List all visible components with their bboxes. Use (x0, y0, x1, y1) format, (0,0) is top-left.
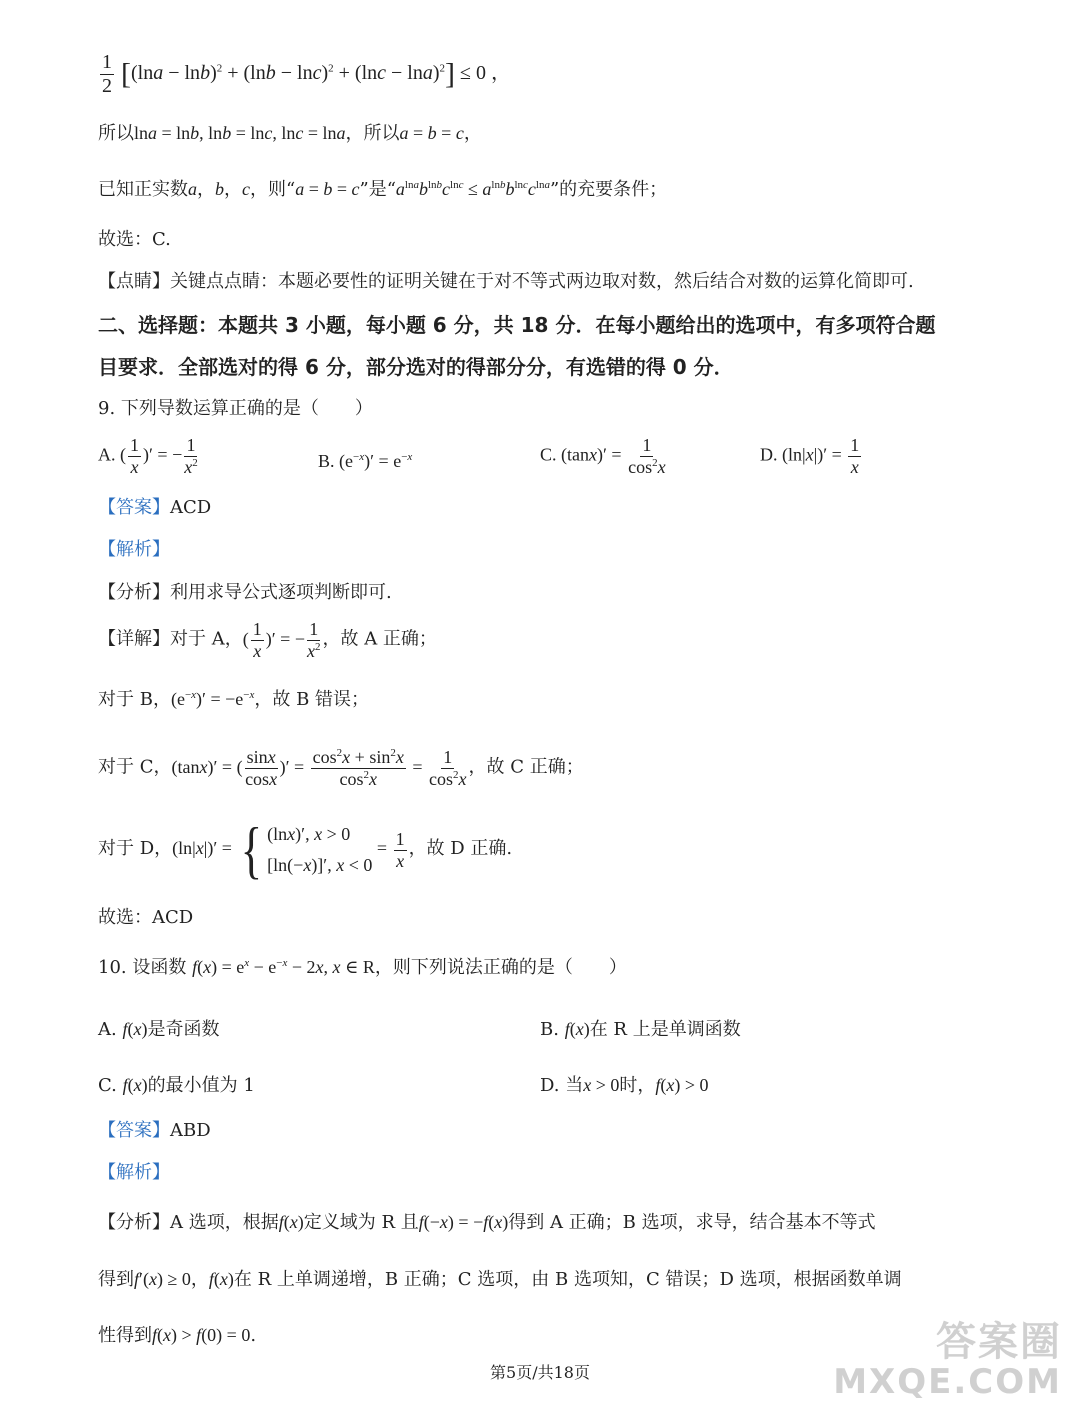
inequality-line: $\frac{1}{2}$ $[(\ln a - \ln b)^2 + (\ln b - \ln c)^2 + (\ln c - \ln a)^2] \le 0$ ， (102, 51, 512, 97)
q9-stem: 9. 下列导数运算正确的是（ ） (98, 398, 373, 419)
text: 已知正实数 (98, 179, 188, 200)
text: ，故 A 正确； (322, 628, 437, 650)
conclusion-line: 所以lna = lnb, lnb = lnc, lnc = lna，所以a = b = c， (98, 123, 482, 144)
q9-choice-a: A. ( $\frac{1}{x}$ )′ = − $\frac{1}{x^2}$ (98, 435, 198, 477)
text: 是奇函数 (147, 1019, 220, 1040)
text: 10. 设函数 (98, 957, 187, 978)
q9-detail-a: 【详解】对于 A，( $\frac{1}{x}$ )′ = − $\frac{1}{x^2}$ ，故 A 正确； (98, 619, 437, 661)
text: 性得到 (98, 1325, 152, 1346)
page-footer: 第5页/共18页 (490, 1363, 590, 1382)
text: ， (190, 1269, 209, 1290)
text: 在 R 上是单调函数 (589, 1019, 741, 1040)
text: ， (463, 123, 482, 144)
tag: 【详解】 (98, 628, 170, 650)
text: 利用求导公式逐项判断即可. (170, 582, 392, 603)
text: ABD (170, 1120, 211, 1141)
label: C. (98, 1075, 117, 1096)
tag: 【答案】 (98, 497, 170, 518)
label: C. (540, 444, 557, 465)
watermark-bottom: MXQE.COM (833, 1362, 1062, 1402)
text: ”的充要条件； (549, 179, 668, 200)
q9-detail-b: 对于 B，$(e^{-x})' = -e^{-x}$，故 B 错误； (98, 689, 370, 710)
text: 对于 B， (98, 689, 171, 710)
q9-end: 故选：ACD (98, 907, 194, 928)
text: ，则“ (250, 179, 296, 200)
text: A 选项，根据 (170, 1212, 279, 1233)
text: 在 R 上单调递增，B 正确；C 选项，由 B 选项知，C 错误；D 选项，根据函数单调 (233, 1269, 902, 1290)
q9-detail-d: 对于 D，(ln|x|)′ = { (lnx)′, x > 0 [ln(−x)]′, x < 0 = $\frac{1}{x}$ ，故 D 正确. (98, 814, 513, 885)
q10-stem: 10. 设函数 $f(x) = e^x - e^{-x} - 2x$, x ∈ R，则下列说法正确的是（ ） (98, 957, 627, 978)
text: 得到 (98, 1269, 134, 1290)
text: ，故 C 正确； (468, 756, 584, 778)
text: ，所以 (345, 123, 400, 144)
text: 时， (619, 1075, 656, 1096)
tag: 【分析】 (98, 1212, 170, 1233)
label: B. (540, 1019, 559, 1040)
text: 的最小值为 1 (147, 1075, 255, 1096)
q9-choice-d: D. (ln|x|)′ = $\frac{1}{x}$ (760, 435, 860, 477)
section-heading-2: 目要求．全部选对的得 6 分，部分选对的得部分分，有选错的得 0 分． (98, 355, 734, 379)
label: A. (98, 1019, 117, 1040)
text: 得到 A 正确；B 选项，求导，结合基本不等式 (508, 1212, 876, 1233)
text: 定义域为 R 且 (303, 1212, 419, 1233)
label: D. 当 (540, 1075, 584, 1096)
q9-fenxi (98, 584, 392, 602)
tag: 【答案】 (98, 1120, 170, 1141)
q10-jiexi: 【解析】 (98, 1162, 170, 1183)
label: B. (318, 451, 335, 471)
label: D. (760, 444, 778, 465)
q10-choice-b: B. f(x)在 R 上是单调函数 (540, 1019, 741, 1040)
text: ，则下列说法正确的是（ ） (374, 957, 627, 978)
section-heading-1: 二、选择题：本题共 3 小题，每小题 6 分，共 18 分．在每小题给出的选项中，有多项符合题 (98, 313, 936, 337)
condition-line: 已知正实数a，b，c，则“a = b = c”是“$a^{lna}b^{lnb}c^{lnc} \le a^{lnb}b^{lnc}c^{lna}$”的充要条件； (98, 179, 668, 200)
q10-fenxi-3: 性得到f(x) > f(0) = 0. (98, 1325, 257, 1346)
text: ACD (170, 497, 212, 518)
text: 对于 D， (98, 838, 173, 860)
q9-choice-c: C. (tanx)′ = $\frac{1}{\cos^2x}$ (540, 435, 666, 477)
q10-fenxi-2: 得到f′(x) ≥ 0，f(x)在 R 上单调递增，B 正确；C 选项，由 B 选项知，C 错误；D 选项，根据函数单调 (98, 1269, 902, 1290)
text: 对于 C， (98, 756, 172, 778)
q9-jiexi: 【解析】 (98, 539, 170, 560)
q10-choice-a: A. f(x)是奇函数 (98, 1019, 220, 1040)
text: ”是“ (359, 179, 396, 200)
tag: 【分析】 (98, 582, 170, 603)
dianjing (98, 273, 914, 291)
q10-answer (98, 1122, 211, 1140)
q10-choice-c: C. f(x)的最小值为 1 (98, 1075, 255, 1096)
watermark-top: 答案圈 (936, 1319, 1062, 1365)
text: 对于 A， (170, 628, 243, 650)
half-fraction: $\frac{1}{2}$ (102, 51, 112, 97)
q10-choice-d: D. 当x > 0时，f(x) > 0 (540, 1075, 709, 1096)
q9-answer (98, 499, 211, 517)
text: ，故 D 正确. (408, 838, 513, 860)
q9-detail-c: 对于 C，(tanx)′ = ( $\frac{\sin x}{\cos x}$ )′ = $\frac{\cos^2x + \sin^2x}{\cos^2x}$ = $\frac{1}{\cos^2x}$ ，故 C 正确； (98, 747, 584, 789)
inequality-tail: ≤ 0 ， (460, 62, 512, 85)
q9-choice-b: B. $(e^{-x})' = e^{-x}$ (318, 451, 413, 471)
text: ，故 B 错误； (254, 689, 370, 710)
text: 关键点点睛：本题必要性的证明关键在于对不等式两边取对数，然后结合对数的运算化简即可. (170, 271, 914, 292)
label: A. (98, 444, 116, 465)
answer-c: 故选：C. (98, 229, 171, 250)
q10-fenxi-1: 【分析】A 选项，根据f(x)定义域为 R 且f(−x) = −f(x)得到 A 正确；B 选项，求导，结合基本不等式 (98, 1212, 876, 1233)
watermark (833, 1320, 1062, 1401)
text: 所以 (98, 123, 134, 144)
tag: 【点睛】 (98, 271, 170, 292)
